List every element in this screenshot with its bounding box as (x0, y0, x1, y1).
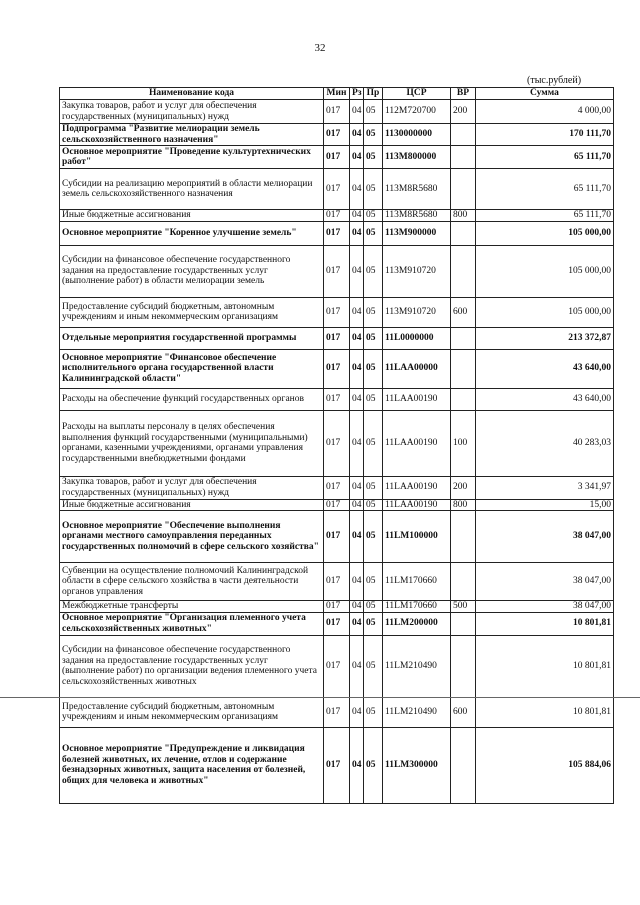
cell-pr: 05 (364, 410, 383, 476)
units-label: (тыс.рублей) (527, 75, 582, 86)
cell-sum: 105 000,00 (476, 245, 614, 297)
cell-sum: 43 640,00 (476, 388, 614, 410)
cell-csr: 112М720700 (383, 100, 451, 124)
cell-min: 017 (324, 410, 350, 476)
cell-min: 017 (324, 146, 350, 169)
cell-vr: 800 (451, 210, 476, 222)
cell-vr (451, 511, 476, 563)
cell-name: Основное мероприятие "Проведение культуртехнических работ" (60, 146, 324, 169)
cell-min: 017 (324, 697, 350, 727)
header-csr: ЦСР (383, 88, 451, 100)
cell-vr (451, 612, 476, 635)
cell-sum: 10 801,81 (476, 612, 614, 635)
cell-pr: 05 (364, 349, 383, 388)
table-row (60, 245, 614, 297)
cell-vr: 200 (451, 476, 476, 499)
cell-csr: 113М800000 (383, 146, 451, 169)
cell-min: 017 (324, 169, 350, 210)
cell-pr: 05 (364, 635, 383, 697)
cell-csr: 11LM100000 (383, 511, 451, 563)
table-row (60, 563, 614, 601)
cell-rz: 04 (350, 297, 364, 327)
cell-pr: 05 (364, 499, 383, 511)
cell-csr: 11LM200000 (383, 612, 451, 635)
cell-pr: 05 (364, 169, 383, 210)
cell-name: Субсидии на финансовое обеспечение государственного задания на предоставление государственных услуг (выполнение работ) по организации ведения племенного учета сельскохозяйственных животных (60, 635, 324, 697)
table-row (60, 511, 614, 563)
table-header-row (60, 88, 614, 100)
cell-vr (451, 124, 476, 146)
cell-vr (451, 563, 476, 601)
cell-pr: 05 (364, 563, 383, 601)
cell-rz: 04 (350, 124, 364, 146)
cell-min: 017 (324, 100, 350, 124)
cell-name: Основное мероприятие "Обеспечение выполнения органами местного самоуправления переданных государственных полномочий в сфере сельского хозяйства" (60, 511, 324, 563)
cell-pr: 05 (364, 146, 383, 169)
table-row (60, 601, 614, 613)
cell-sum: 38 047,00 (476, 601, 614, 613)
cell-vr: 100 (451, 410, 476, 476)
cell-rz: 04 (350, 476, 364, 499)
cell-min: 017 (324, 221, 350, 245)
cell-sum: 65 111,70 (476, 210, 614, 222)
cell-csr: 113М8R5680 (383, 169, 451, 210)
table-row (60, 727, 614, 803)
cell-min: 017 (324, 297, 350, 327)
cell-name: Межбюджетные трансферты (60, 601, 324, 613)
cell-sum: 213 372,87 (476, 327, 614, 349)
cell-vr (451, 349, 476, 388)
cell-vr: 800 (451, 499, 476, 511)
cell-min: 017 (324, 601, 350, 613)
cell-name: Отдельные мероприятия государственной программы (60, 327, 324, 349)
cell-name: Основное мероприятие "Коренное улучшение земель" (60, 221, 324, 245)
cell-rz: 04 (350, 563, 364, 601)
cell-rz: 04 (350, 245, 364, 297)
cell-sum: 105 000,00 (476, 221, 614, 245)
cell-vr (451, 221, 476, 245)
cell-rz: 04 (350, 100, 364, 124)
cell-name: Закупка товаров, работ и услуг для обеспечения государственных (муниципальных) нужд (60, 100, 324, 124)
page-divider-line (0, 697, 640, 698)
cell-pr: 05 (364, 727, 383, 803)
cell-vr (451, 146, 476, 169)
table-row (60, 388, 614, 410)
table-row (60, 612, 614, 635)
table-row (60, 124, 614, 146)
header-vr: ВР (451, 88, 476, 100)
cell-vr (451, 727, 476, 803)
cell-name: Иные бюджетные ассигнования (60, 499, 324, 511)
cell-name: Основное мероприятие "Финансовое обеспечение исполнительного органа государственной власти Калининградской области" (60, 349, 324, 388)
cell-min: 017 (324, 563, 350, 601)
table-row (60, 169, 614, 210)
cell-min: 017 (324, 476, 350, 499)
cell-rz: 04 (350, 410, 364, 476)
cell-min: 017 (324, 635, 350, 697)
table-row (60, 146, 614, 169)
cell-pr: 05 (364, 100, 383, 124)
cell-csr: 1130000000 (383, 124, 451, 146)
header-name: Наименование кода (60, 88, 324, 100)
cell-rz: 04 (350, 221, 364, 245)
cell-rz: 04 (350, 511, 364, 563)
cell-csr: 11LAA00190 (383, 410, 451, 476)
cell-name: Иные бюджетные ассигнования (60, 210, 324, 222)
cell-csr: 113М910720 (383, 297, 451, 327)
cell-csr: 11LAA00000 (383, 349, 451, 388)
cell-rz: 04 (350, 499, 364, 511)
cell-pr: 05 (364, 388, 383, 410)
header-rz: Рз (350, 88, 364, 100)
cell-name: Субсидии на финансовое обеспечение государственного задания на предоставление государственных услуг (выполнение работ) в области мелиорации земель (60, 245, 324, 297)
cell-rz: 04 (350, 388, 364, 410)
cell-sum: 43 640,00 (476, 349, 614, 388)
cell-vr (451, 635, 476, 697)
cell-min: 017 (324, 327, 350, 349)
cell-sum: 38 047,00 (476, 563, 614, 601)
cell-name: Основное мероприятие "Предупреждение и ликвидация болезней животных, их лечение, отлов и содержание безнадзорных животных, защита населения от болезней, общих для человека и животных" (60, 727, 324, 803)
cell-vr: 200 (451, 100, 476, 124)
cell-name: Расходы на выплаты персоналу в целях обеспечения выполнения функций государственными (муниципальными) органами, казенными учреждениями, органами управления государственными внебюджетными фондами (60, 410, 324, 476)
table-row (60, 349, 614, 388)
cell-pr: 05 (364, 297, 383, 327)
cell-min: 017 (324, 727, 350, 803)
cell-name: Субвенции на осуществление полномочий Калининградской области в сфере сельского хозяйства в части деятельности органов управления (60, 563, 324, 601)
cell-min: 017 (324, 245, 350, 297)
table-row (60, 697, 614, 727)
cell-csr: 11LM210490 (383, 697, 451, 727)
cell-name: Расходы на обеспечение функций государственных органов (60, 388, 324, 410)
table-row (60, 635, 614, 697)
cell-pr: 05 (364, 327, 383, 349)
cell-csr: 11LM210490 (383, 635, 451, 697)
cell-pr: 05 (364, 476, 383, 499)
cell-sum: 38 047,00 (476, 511, 614, 563)
cell-rz: 04 (350, 612, 364, 635)
table-row (60, 410, 614, 476)
cell-name: Закупка товаров, работ и услуг для обеспечения государственных (муниципальных) нужд (60, 476, 324, 499)
table-row (60, 221, 614, 245)
cell-csr: 11LAA00190 (383, 388, 451, 410)
cell-rz: 04 (350, 697, 364, 727)
cell-rz: 04 (350, 210, 364, 222)
cell-vr (451, 388, 476, 410)
table-row (60, 100, 614, 124)
cell-vr (451, 169, 476, 210)
cell-rz: 04 (350, 601, 364, 613)
cell-rz: 04 (350, 635, 364, 697)
cell-csr: 113М8R5680 (383, 210, 451, 222)
table-row (60, 499, 614, 511)
table-row (60, 210, 614, 222)
cell-name: Субсидии на реализацию мероприятий в области мелиорации земель сельскохозяйственного назначения (60, 169, 324, 210)
cell-min: 017 (324, 124, 350, 146)
cell-min: 017 (324, 612, 350, 635)
cell-vr: 500 (451, 601, 476, 613)
cell-min: 017 (324, 210, 350, 222)
table-row (60, 327, 614, 349)
cell-csr: 11LAA00190 (383, 499, 451, 511)
cell-sum: 105 884,06 (476, 727, 614, 803)
cell-rz: 04 (350, 349, 364, 388)
cell-sum: 40 283,03 (476, 410, 614, 476)
cell-pr: 05 (364, 245, 383, 297)
cell-sum: 15,00 (476, 499, 614, 511)
cell-sum: 10 801,81 (476, 635, 614, 697)
cell-pr: 05 (364, 221, 383, 245)
cell-pr: 05 (364, 601, 383, 613)
cell-sum: 105 000,00 (476, 297, 614, 327)
cell-min: 017 (324, 511, 350, 563)
cell-sum: 4 000,00 (476, 100, 614, 124)
cell-csr: 11LM170660 (383, 563, 451, 601)
header-pr: Пр (364, 88, 383, 100)
cell-csr: 11LM300000 (383, 727, 451, 803)
header-min: Мин (324, 88, 350, 100)
header-sum: Сумма (476, 88, 614, 100)
table-row (60, 297, 614, 327)
cell-rz: 04 (350, 169, 364, 210)
cell-rz: 04 (350, 727, 364, 803)
cell-min: 017 (324, 499, 350, 511)
cell-sum: 65 111,70 (476, 169, 614, 210)
table-row (60, 476, 614, 499)
cell-min: 017 (324, 349, 350, 388)
page-number: 32 (314, 42, 326, 54)
cell-csr: 113М900000 (383, 221, 451, 245)
cell-vr (451, 327, 476, 349)
cell-rz: 04 (350, 146, 364, 169)
cell-vr: 600 (451, 297, 476, 327)
cell-sum: 3 341,97 (476, 476, 614, 499)
cell-pr: 05 (364, 511, 383, 563)
cell-sum: 10 801,81 (476, 697, 614, 727)
cell-csr: 11L0000000 (383, 327, 451, 349)
cell-pr: 05 (364, 612, 383, 635)
cell-csr: 11LAA00190 (383, 476, 451, 499)
cell-sum: 170 111,70 (476, 124, 614, 146)
cell-csr: 11LM170660 (383, 601, 451, 613)
cell-pr: 05 (364, 210, 383, 222)
cell-vr (451, 245, 476, 297)
cell-csr: 113М910720 (383, 245, 451, 297)
cell-name: Основное мероприятие "Организация племенного учета сельскохозяйственных животных" (60, 612, 324, 635)
cell-vr: 600 (451, 697, 476, 727)
cell-name: Предоставление субсидий бюджетным, автономным учреждениям и иным некоммерческим организациям (60, 697, 324, 727)
cell-pr: 05 (364, 697, 383, 727)
cell-name: Предоставление субсидий бюджетным, автономным учреждениям и иным некоммерческим организациям (60, 297, 324, 327)
cell-sum: 65 111,70 (476, 146, 614, 169)
cell-min: 017 (324, 388, 350, 410)
cell-name: Подпрограмма "Развитие мелиорации земель сельскохозяйственного назначения" (60, 124, 324, 146)
cell-pr: 05 (364, 124, 383, 146)
cell-rz: 04 (350, 327, 364, 349)
